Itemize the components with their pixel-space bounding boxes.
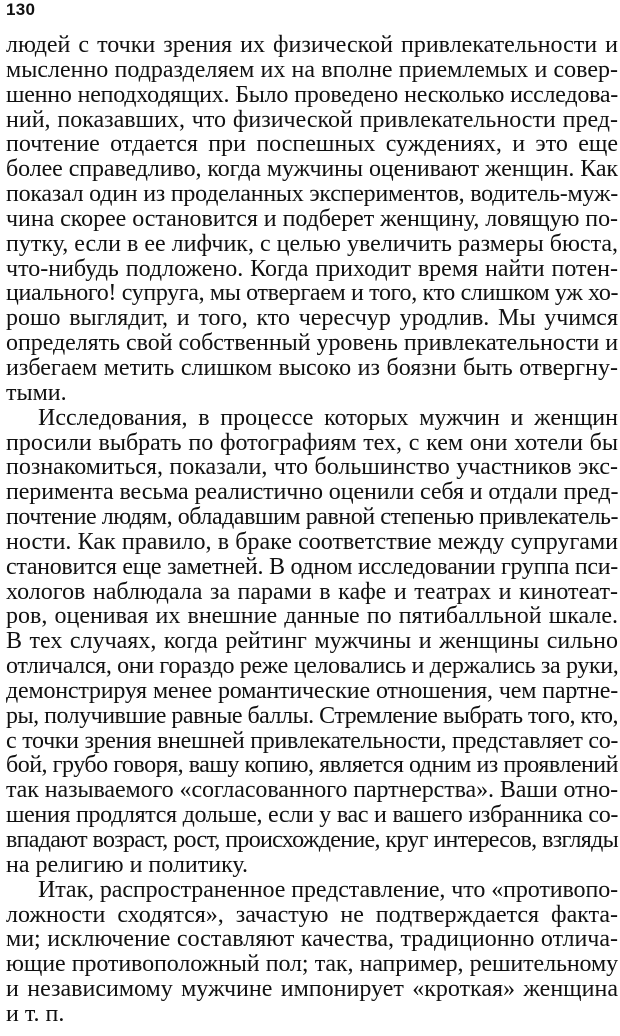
text-line: путку, если в ее лифчик, с целью увеличить размеры бюста,	[6, 230, 618, 257]
paragraph-2	[6, 406, 618, 878]
paragraph-3	[6, 878, 618, 1027]
text-line: почтение людям, обладавшим равной степенью привлекатель-	[6, 504, 619, 531]
text-line: просили выбрать по фотографиям тех, с кем они хотели бы	[6, 429, 618, 456]
text-line: ров, оценивая их внешние данные по пятибалльной шкале.	[6, 603, 618, 630]
text-line: почтение отдается при поспешных суждениях, и это еще	[6, 131, 618, 158]
text-line: хологов наблюдала за парами в кафе и театрах и кинотеат-	[6, 578, 618, 605]
text-line: В тех случаях, когда рейтинг мужчины и женщины сильно	[6, 628, 618, 655]
text-line: с точки зрения внешней привлекательности, представляет со-	[6, 727, 618, 754]
text-line: ний, показавших, что физической привлекательности пред-	[6, 106, 618, 133]
text-line: познакомиться, показали, что большинство участников экс-	[6, 454, 618, 481]
text-line: ющие противоположный пол; так, например, решительному	[6, 951, 618, 978]
text-line: циального! супруга, мы отвергаем и того, кто слишком уж хо-	[6, 280, 619, 307]
text-line: Исследования, в процессе которых мужчин и женщин	[38, 404, 618, 431]
text-line: шенно неподходящих. Было проведено несколько исследова-	[6, 81, 618, 108]
text-line: шения продлятся дольше, если у вас и вашего избранника со-	[6, 802, 618, 829]
text-line: ности. Как правило, в браке соответствие между супругами	[6, 528, 618, 555]
text-line: показал один из проделанных экспериментов, водитель-муж-	[6, 181, 618, 208]
text-line: отличался, они гораздо реже целовались и держались за руки,	[6, 653, 619, 680]
text-line: ры, получившие равные баллы. Стремление выбрать того, кто,	[6, 702, 618, 729]
text-line: тыми.	[6, 379, 67, 406]
text-line: более справедливо, когда мужчины оценивают женщин. Как	[6, 156, 618, 183]
text-line: рошо выглядит, и того, кто чересчур уродлив. Мы учимся	[6, 305, 618, 332]
text-line: ми; исключение составляют качества, традиционно отлича-	[6, 926, 618, 953]
page-number: 130	[6, 0, 36, 19]
text-line: и т. п.	[6, 1000, 65, 1027]
text-line: определять свой собственный уровень привлекательности и	[6, 330, 618, 357]
text-line: и независимому мужчине импонирует «кроткая» женщина	[6, 976, 618, 1003]
text-line: впадают возраст, рост, происхождение, круг интересов, взгляды	[6, 827, 618, 853]
body-text	[6, 33, 618, 1027]
text-line: Итак, распространенное представление, что «противопо-	[38, 876, 618, 903]
text-line: демонстрируя менее романтические отношения, чем партне-	[6, 677, 618, 704]
text-line: чина скорее остановится и подберет женщину, ловящую по-	[6, 205, 618, 232]
text-line: становится еще заметней. В одном исследовании группа пси-	[6, 553, 618, 580]
text-line: бой, грубо говоря, вашу копию, является одним из проявлений	[6, 752, 618, 779]
text-line: ложности сходятся», зачастую не подтверждается факта-	[6, 901, 618, 928]
text-line: на религию и политику.	[6, 851, 249, 878]
text-line: перимента весьма реалистично оценили себя и отдали пред-	[6, 479, 619, 506]
text-line: избегаем метить слишком высоко из боязни быть отвергну-	[6, 354, 618, 381]
text-line: мысленно подразделяем их на вполне приемлемых и совер-	[6, 56, 618, 83]
text-line: что-нибудь подложено. Когда приходит время найти потен-	[6, 255, 618, 282]
text-line: так называемого «согласованного партнерства». Ваши отно-	[6, 777, 618, 804]
text-line: людей с точки зрения их физической привлекательности и	[6, 32, 618, 58]
paragraph-1	[6, 33, 618, 406]
